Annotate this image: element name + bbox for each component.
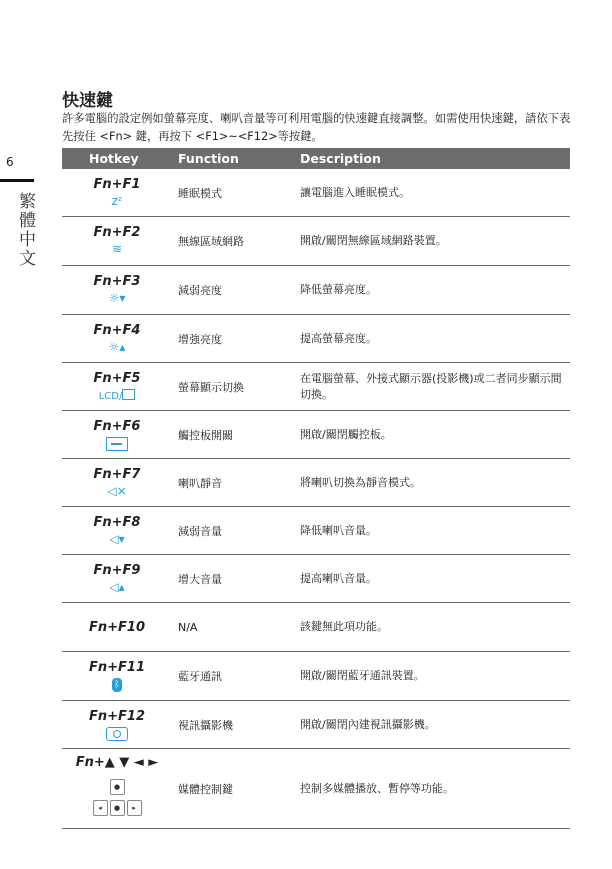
hotkey-label: Fn+F7	[93, 467, 141, 482]
description-text: 將喇叭切換為靜音模式。	[300, 475, 421, 489]
description-text: 控制多媒體播放、暫停等功能。	[300, 781, 454, 795]
header-description: Description	[300, 151, 381, 166]
keycap-up-icon: ●	[110, 779, 125, 795]
display-switch-icon	[62, 389, 172, 402]
table-row	[62, 217, 570, 266]
hotkey-label: Fn+F2	[93, 225, 141, 240]
bluetooth-icon: ᛒ	[112, 678, 122, 692]
description-text: 在電腦螢幕、外接式顯示器(投影機)或二者同步顯示間切換。	[300, 371, 562, 401]
page-number: 6	[6, 155, 14, 169]
function-label: 喇叭靜音	[178, 476, 222, 490]
table-row	[62, 749, 570, 829]
brightness-up-icon: ☼▴	[108, 340, 126, 354]
display-switch-glyph: LCD/	[98, 391, 123, 402]
description-text: 開啟/關閉無線區域網路裝置。	[300, 234, 447, 247]
media-keys-icon	[62, 774, 172, 816]
side-bar	[0, 179, 34, 182]
camera-icon	[106, 727, 128, 741]
description-text: 開啟/關閉藍牙通訊裝置。	[300, 669, 425, 682]
hotkey-label: Fn+▲ ▼ ◄ ►	[75, 755, 159, 770]
hotkey-label: Fn+F9	[93, 563, 141, 578]
hotkey-label: Fn+F6	[93, 419, 141, 434]
keycap-right-icon: ▸	[127, 800, 142, 816]
description-text: 提高螢幕亮度。	[300, 331, 377, 345]
function-label: 減弱亮度	[178, 284, 222, 297]
table-row	[62, 652, 570, 701]
section-title: 快速鍵	[62, 91, 113, 111]
function-label: N/A	[178, 620, 198, 634]
mute-icon: ◁×	[107, 484, 127, 498]
hotkey-table	[62, 148, 570, 829]
hotkey-label: Fn+F3	[93, 274, 141, 289]
intro-paragraph: 許多電腦的設定例如螢幕亮度、喇叭音量等可利用電腦的快速鍵直接調整。如需使用快速鍵，請依下表先按住 <Fn> 鍵，再按下 <F1>~<F12>等按鍵。	[62, 112, 571, 143]
table-row	[62, 315, 570, 363]
hotkey-label: Fn+F11	[89, 660, 145, 675]
description-text: 降低喇叭音量。	[300, 523, 377, 537]
function-label: 增強亮度	[178, 332, 222, 346]
description-text: 讓電腦進入睡眠模式。	[300, 185, 410, 199]
description-text: 開啟/關閉內建視訊攝影機。	[300, 717, 436, 731]
function-label: 媒體控制鍵	[178, 782, 233, 796]
table-row	[62, 555, 570, 603]
function-label: 視訊攝影機	[178, 718, 233, 732]
table-row	[62, 363, 570, 411]
table-header	[62, 148, 570, 169]
table-row	[62, 411, 570, 459]
function-label: 增大音量	[178, 572, 222, 586]
volume-up-icon: ◁▴	[109, 580, 125, 594]
hotkey-label: Fn+F10	[89, 619, 145, 635]
function-label: 減弱音量	[178, 524, 222, 538]
table-row	[62, 459, 570, 507]
hotkey-label: Fn+F8	[93, 515, 141, 530]
side-language-label: 繁體中文	[15, 192, 35, 268]
sleep-icon: zᶻ	[111, 194, 123, 208]
table-row	[62, 169, 570, 217]
description-text: 開啟/關閉觸控板。	[300, 427, 392, 441]
description-text: 降低螢幕亮度。	[300, 283, 377, 296]
wireless-icon: ≋	[111, 242, 123, 256]
brightness-down-icon: ☼▾	[108, 291, 126, 305]
table-row	[62, 507, 570, 555]
hotkey-label: Fn+F4	[93, 323, 141, 338]
hotkey-label: Fn+F12	[89, 709, 145, 724]
function-label: 觸控板開關	[178, 428, 233, 442]
function-label: 藍牙通訊	[178, 670, 222, 683]
table-row	[62, 266, 570, 315]
volume-down-icon: ◁▾	[109, 532, 125, 546]
header-hotkey: Hotkey	[89, 151, 139, 166]
hotkey-label: Fn+F1	[93, 177, 141, 192]
function-label: 睡眠模式	[178, 186, 222, 200]
hotkey-label: Fn+F5	[93, 371, 141, 386]
keycap-down-icon: ●	[110, 800, 125, 816]
header-function: Function	[178, 151, 239, 166]
function-label: 無線區域網路	[178, 235, 244, 248]
description-text: 該鍵無此項功能。	[300, 620, 388, 633]
function-label: 螢幕顯示切換	[178, 380, 244, 394]
table-row	[62, 701, 570, 749]
touchpad-icon	[106, 437, 128, 451]
description-text: 提高喇叭音量。	[300, 571, 377, 585]
table-row	[62, 603, 570, 652]
keycap-left-icon: ◂	[93, 800, 108, 816]
